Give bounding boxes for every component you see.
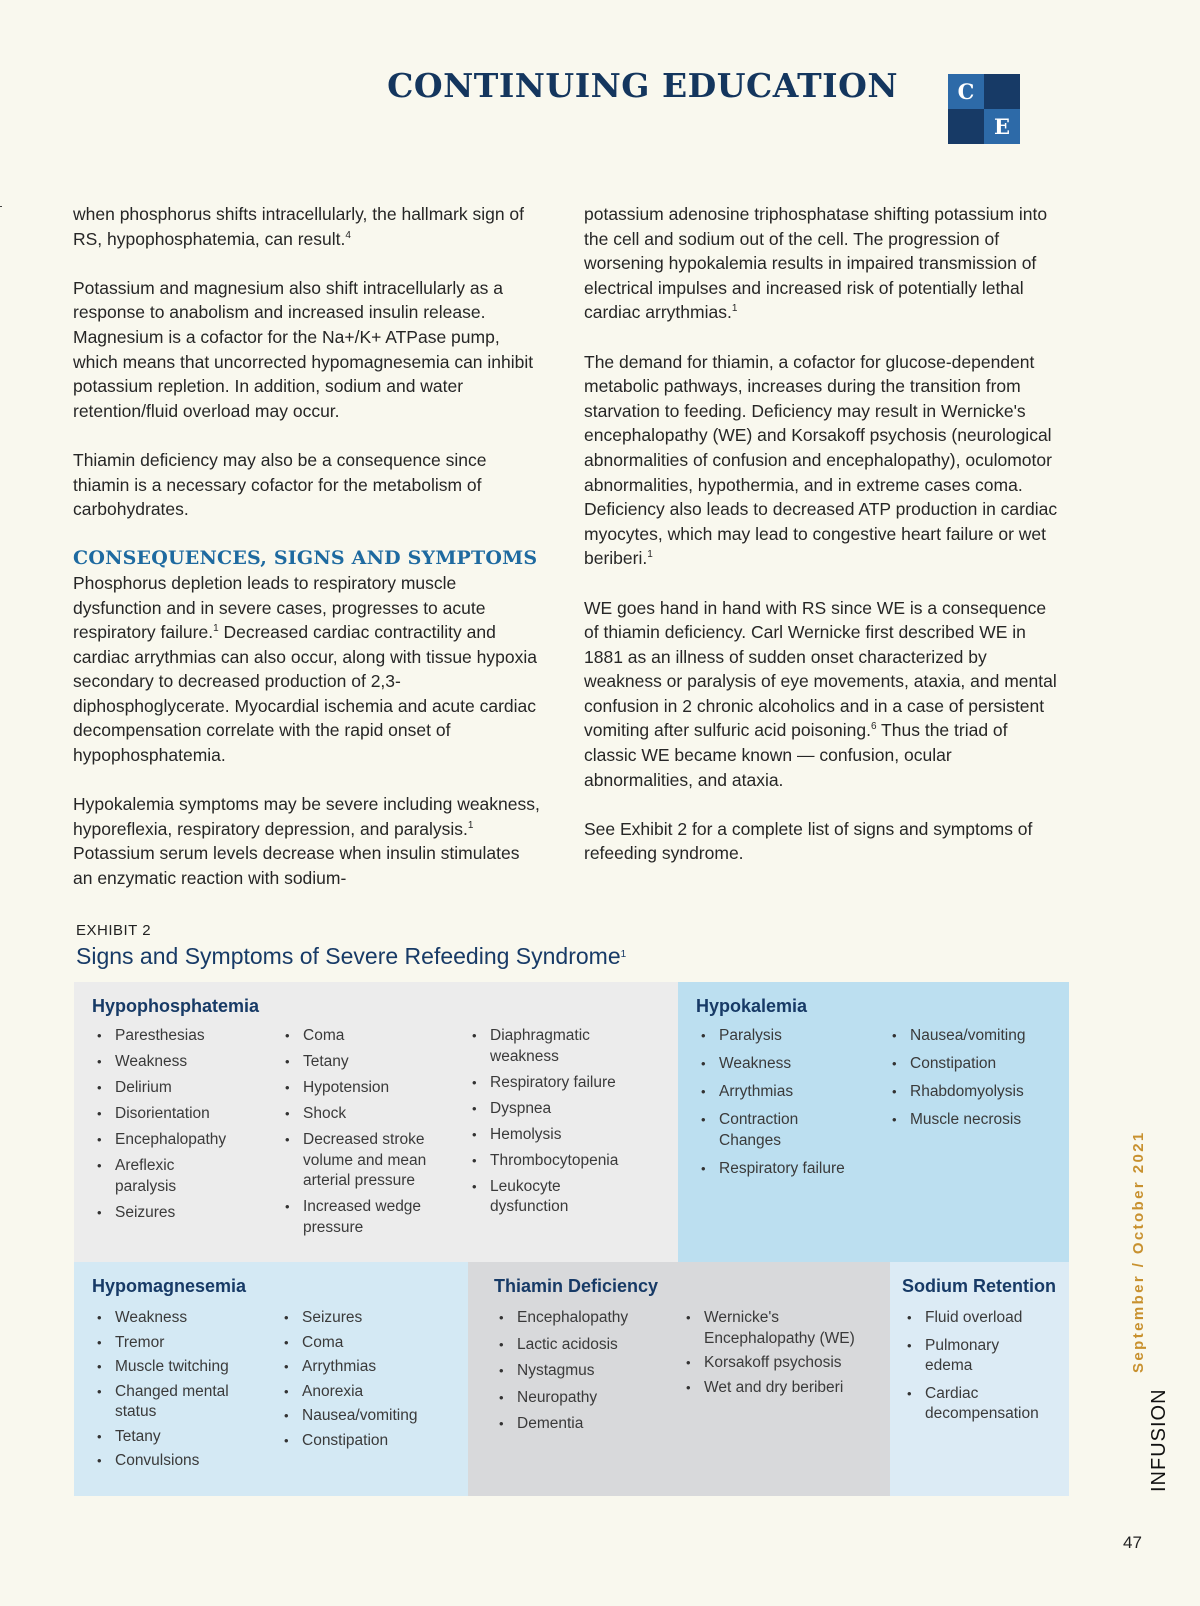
- list-item: • Coma: [279, 1333, 449, 1354]
- list-item: • Wernicke's Encephalopathy (WE): [681, 1308, 874, 1349]
- sodium-retention-box: [890, 1262, 1069, 1496]
- paragraph: WE goes hand in hand with RS since WE is a consequence of thiamin deficiency. Carl Wernicke first described WE in 1881 as an illness of sudden onset characterized by weakness or paralysis of eye movements, ataxia, and mental confusion in 2 chronic alcoholics and in a case of persistent vomiting after sulfuric acid poisoning.$^6$ Thus the triad of classic WE became known — confusion, ocular abnormalities, and ataxia.: [584, 597, 1057, 790]
- list-item: • Arrythmias: [696, 1082, 846, 1103]
- list-item: • Neuropathy: [494, 1388, 664, 1409]
- issue-date: September / October 2021: [1130, 1130, 1147, 1373]
- list-item: • Delirium: [92, 1078, 262, 1099]
- list-item: • Convulsions: [92, 1451, 262, 1472]
- list-item: • Diaphragmatic weakness: [467, 1026, 637, 1067]
- list-item: • Lactic acidosis: [494, 1335, 664, 1356]
- paragraph: potassium adenosine triphosphatase shifting potassium into the cell and sodium out of the cell. The progression of worsening hypokalemia results in impaired transmission of electrical impulses and increased risk of potentially lethal cardiac arrythmias.$^1$: [584, 204, 1048, 323]
- symptom-list: [279, 1308, 449, 1457]
- magazine-logo: INFUSION: [1148, 1388, 1170, 1492]
- hypomagnesemia-box: [74, 1262, 468, 1496]
- symptom-list: [280, 1026, 445, 1244]
- right-column: [584, 202, 1064, 891]
- symptom-list: [681, 1308, 881, 1404]
- list-item: • Areflexic paralysis: [92, 1156, 215, 1197]
- box-title: Hypomagnesemia: [92, 1276, 247, 1296]
- paragraph: Thiamin deficiency may also be a consequence since thiamin is a necessary cofactor for the metabolism of carbohydrates.: [73, 449, 487, 520]
- list-item: • Paresthesias: [92, 1026, 262, 1047]
- box-title: Hypophosphatemia: [92, 996, 260, 1016]
- hypophosphatemia-box: [74, 982, 678, 1262]
- list-item: • Nausea/vomiting: [279, 1406, 449, 1427]
- list-item: • Tetany: [92, 1427, 262, 1448]
- list-item: • Rhabdomyolysis: [887, 1082, 1062, 1103]
- list-item: • Seizures: [92, 1203, 262, 1224]
- list-item: • Nystagmus: [494, 1361, 664, 1382]
- list-item: • Hemolysis: [467, 1125, 637, 1146]
- list-item: • Anorexia: [279, 1382, 449, 1403]
- box-title: Thiamin Deficiency: [494, 1276, 659, 1296]
- list-item: • Arrythmias: [279, 1357, 449, 1378]
- list-item: • Muscle twitching: [92, 1357, 262, 1378]
- symptom-list: [494, 1308, 664, 1440]
- list-item: • Seizures: [279, 1308, 449, 1329]
- list-item: • Increased wedge pressure: [280, 1197, 445, 1238]
- paragraph: See Exhibit 2 for a complete list of signs and symptoms of refeeding syndrome.: [584, 818, 1033, 864]
- symptom-list: [902, 1308, 1062, 1430]
- hypokalemia-box: [678, 982, 1069, 1262]
- list-item: • Leukocyte dysfunction: [467, 1177, 600, 1218]
- exhibit-label: EXHIBIT 2: [76, 922, 152, 939]
- list-item: • Contraction Changes: [696, 1110, 819, 1151]
- list-item: • Weakness: [92, 1052, 262, 1073]
- paragraph: The demand for thiamin, a cofactor for glucose-dependent metabolic pathways, increases during the transition from starvation to feeding. Deficiency may result in Wernicke's encephalopathy (WE) and Korsakoff psychosis (neurological abnormalities of confusion and encephalopathy), oculomotor abnormalities, hypothermia, and in extreme cases coma. Deficiency also leads to decreased ATP production in cardiac myocytes, which may lead to congestive heart failure or wet beriberi.$^1$: [584, 351, 1058, 569]
- list-item: • Muscle necrosis: [887, 1110, 1062, 1131]
- ce-logo-c: C: [948, 74, 984, 109]
- box-title: Sodium Retention: [902, 1276, 1056, 1296]
- list-item: • Constipation: [887, 1054, 1062, 1075]
- list-item: • Tetany: [280, 1052, 445, 1073]
- paragraph: Hypokalemia symptoms may be severe including weakness, hyporeflexia, respiratory depression, and paralysis.$^1$ Potassium serum levels decrease when insulin stimulates an enzymatic reaction with sodium-: [73, 794, 540, 889]
- list-item: • Disorientation: [92, 1104, 262, 1125]
- list-item: • Pulmonary edema: [902, 1336, 1025, 1377]
- list-item: • Respiratory failure: [467, 1073, 637, 1094]
- list-item: • Hypotension: [280, 1078, 445, 1099]
- list-item: • Encephalopathy: [494, 1308, 664, 1329]
- ce-logo: [948, 74, 1020, 144]
- symptom-list: [887, 1026, 1062, 1136]
- paragraph: Phosphorus depletion leads to respiratory muscle dysfunction and in severe cases, progresses to acute respiratory failure.$^1$ Decreased cardiac contractility and cardiac arrythmias can also occur, along with tissue hypoxia secondary to decreased production of 2,3-diphosphoglycerate. Myocardial ischemia and acute cardiac decompensation correlate with the rapid onset of hypophosphatemia.: [73, 572, 537, 766]
- list-item: • Shock: [280, 1104, 445, 1125]
- left-column: [73, 202, 543, 915]
- box-title: Hypokalemia: [696, 996, 808, 1016]
- list-item: • Constipation: [279, 1431, 449, 1452]
- paragraph: Potassium and magnesium also shift intracellularly as a response to anabolism and increased insulin release. Magnesium is a cofactor for the Na+/K+ ATPase pump, which means that uncorrected hypomagnesemia can inhibit potassium repletion. In addition, sodium and water retention/fluid overload may occur.: [73, 277, 534, 421]
- paragraph: when phosphorus shifts intracellularly, the hallmark sign of RS, hypophosphatemia, can result.$^4$: [73, 204, 525, 249]
- list-item: • Coma: [280, 1026, 445, 1047]
- section-heading: CONSEQUENCES, SIGNS AND SYMPTOMS: [73, 547, 538, 570]
- list-item: • Changed mental status: [92, 1382, 255, 1423]
- list-item: • Weakness: [696, 1054, 846, 1075]
- ce-logo-e: E: [984, 109, 1020, 144]
- list-item: • Weakness: [92, 1308, 262, 1329]
- symptom-list: [467, 1026, 637, 1223]
- list-item: • Dementia: [494, 1414, 664, 1435]
- thiamin-deficiency-box: [468, 1262, 890, 1496]
- section-title: CONTINUING EDUCATION: [387, 66, 898, 105]
- list-item: • Encephalopathy: [92, 1130, 262, 1151]
- list-item: • Korsakoff psychosis: [681, 1353, 881, 1374]
- list-item: • Nausea/vomiting: [887, 1026, 1062, 1047]
- list-item: • Respiratory failure: [696, 1159, 846, 1180]
- list-item: • Decreased stroke volume and mean arterial pressure: [280, 1130, 445, 1192]
- symptom-list: [92, 1026, 262, 1229]
- list-item: • Cardiac decompensation: [902, 1384, 1060, 1425]
- symptom-list: [696, 1026, 846, 1185]
- list-item: • Tremor: [92, 1333, 262, 1354]
- list-item: • Paralysis: [696, 1026, 846, 1047]
- list-item: • Thrombocytopenia: [467, 1151, 637, 1172]
- list-item: • Wet and dry beriberi: [681, 1378, 881, 1399]
- page-number: 47: [1123, 1533, 1142, 1552]
- list-item: • Fluid overload: [902, 1308, 1062, 1329]
- symptom-list: [92, 1308, 262, 1477]
- exhibit-title: Signs and Symptoms of Severe Refeeding Syndrome$^1$: [76, 943, 627, 969]
- list-item: • Dyspnea: [467, 1099, 637, 1120]
